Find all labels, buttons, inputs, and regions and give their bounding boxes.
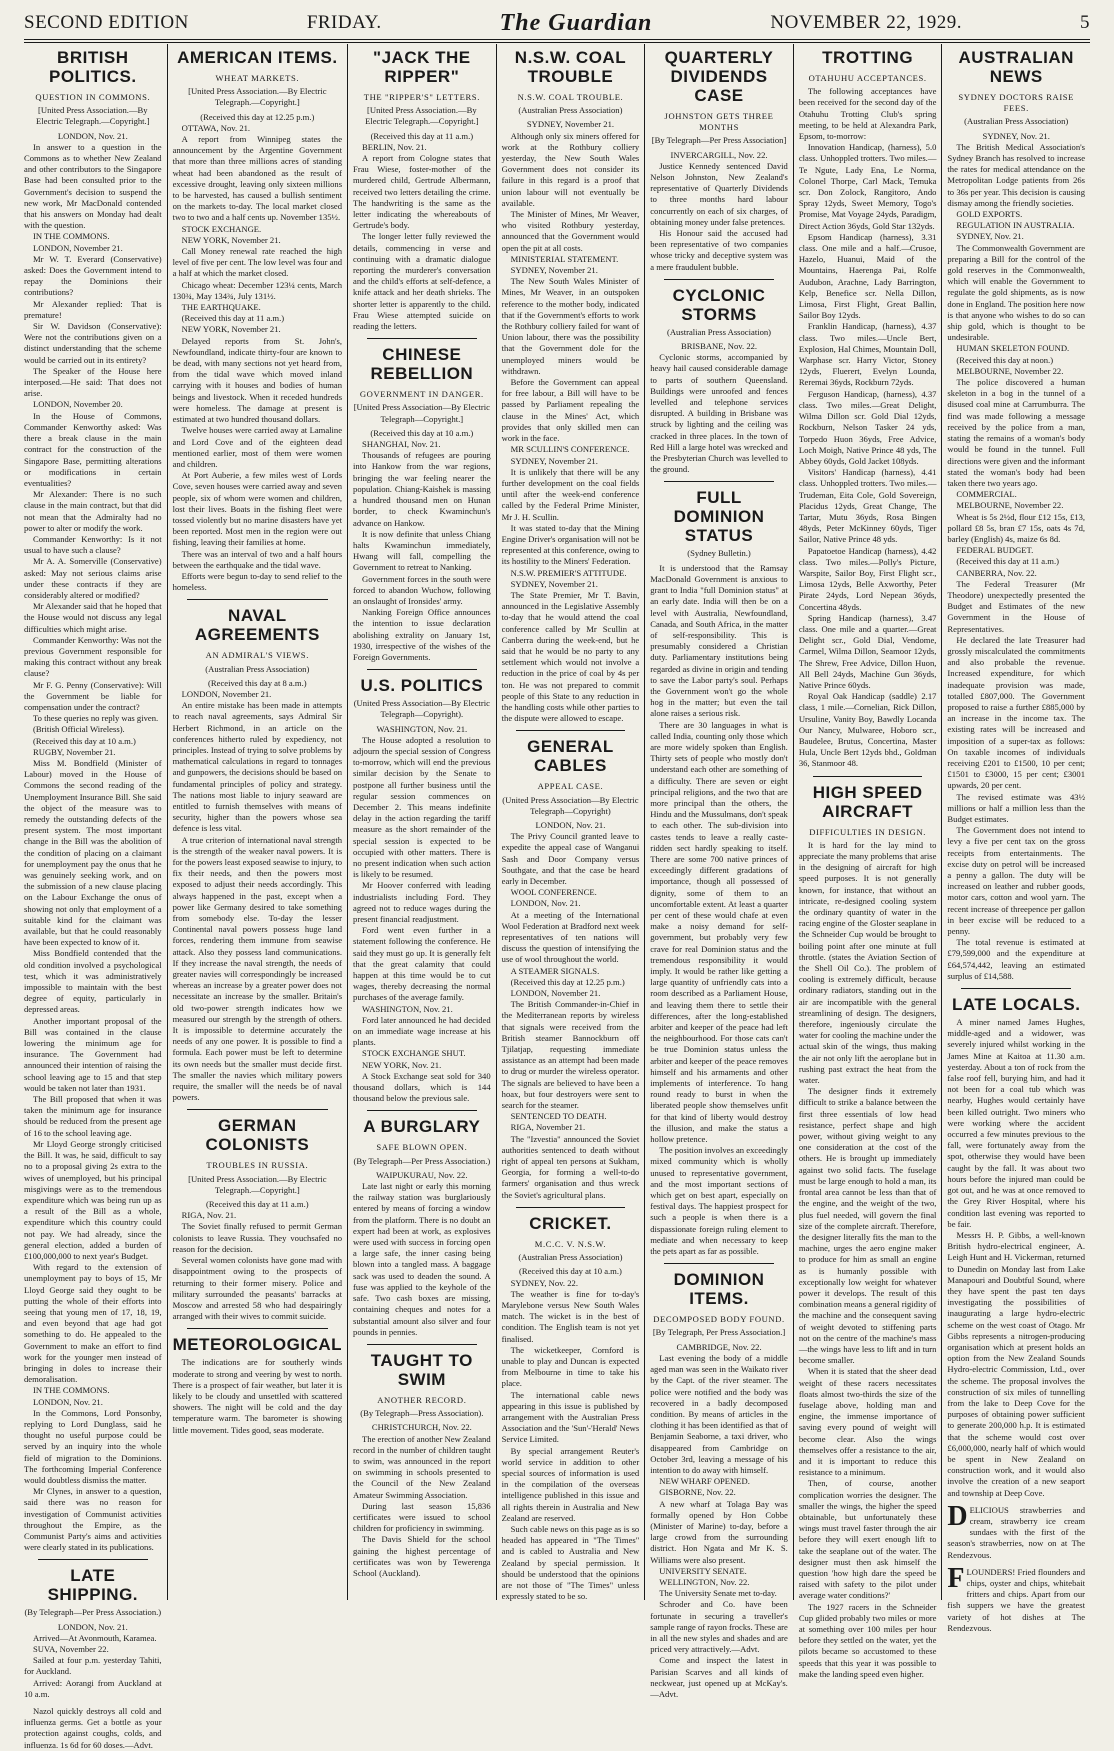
article-dateline: CAMBRIDGE, Nov. 22.: [676, 1341, 762, 1352]
article-paragraph: Mr F. G. Penny (Conservative): Will the Government be liable for compensation under the contract?: [24, 679, 162, 712]
article-source: (Australian Press Association): [964, 116, 1069, 127]
article-paragraph: Arrived—At Avonmouth, Karamea.: [33, 1632, 157, 1643]
article-paragraph: Franklin Handicap, (harness), 4.37 class. Two miles.—Uncle Bert, Explosion, Hal Chimes, Mountain Doll, Warphase scr. Harry Victor, Stoney 12yds, Fluerert, Evelyn Lounda, Reremai 36yds, Rockburn 72yds.: [798, 321, 937, 388]
advert-text: LOUNDERS! Fried flounders and chips, oyster and chips, whitebait fritters and chips. Apart from our fish suppers we have the greatest variety of hot dishes at The Rendezvous.: [947, 1566, 1086, 1633]
article-paragraph: The Davis Shield for the school gaining the highest percentage of certificates was won by Tewerenga School (Auckland).: [353, 1534, 491, 1578]
article-paragraph: The total revenue is estimated at £79,599,000 and the expenditure at £64,574,442, leaving an estimated surplus of £14,588.: [947, 937, 1086, 981]
article-subhead: SYDNEY DOCTORS RAISE FEES.: [958, 92, 1075, 114]
article-paragraph: Before the Government can appeal for free labour, a Bill will have to be passed by Parliament repealing the clause in the Mines' Act, which provides that only skilled men can work in the face.: [501, 377, 640, 444]
article-headline: BRITISH POLITICS.: [48, 48, 137, 86]
article: [650, 279, 788, 476]
article-subhead: DECOMPOSED BODY FOUND.: [653, 1314, 785, 1325]
article: [353, 1110, 491, 1337]
article-source: (United Press Association—By Electric Telegraph—Copyright).: [353, 698, 490, 720]
article-paragraph: MR SCULLIN'S CONFERENCE.: [510, 444, 630, 455]
article-paragraph: A miner named James Hughes, middle-aged and a widower, was severely injured whilst working in the James Mine at Kaitoa at 11.30 a.m. yesterday. About a ton of rock from the false roof fell, burying him, and had it not been for a coal tub which was nearby, Hughes would certainly have been killed outright. Two miners who were working where the accident occurred a few minutes previous to the fall, were fortunately away from the spot, otherwise they would have been caught by the fall. It was about two hours before the injured man could be got out, and he was at once removed to the Grey River Hospital, where his condition last evening was reported to be fair.: [947, 1017, 1086, 1229]
article-source: [United Press Association.—By Electric Telegraph.—Copyright.]: [188, 1173, 327, 1195]
article-paragraph: HUMAN SKELETON FOUND.: [956, 343, 1070, 354]
article-paragraph: The indications are for southerly winds moderate to strong and veering by west to north. There is a prospect of fair weather, but later it is likely to be cloudy and unsettled with scattered showers. The night will be cold and the day temperature warm. The barometer is showing little movement. Tides good, seas moderate.: [172, 1357, 343, 1435]
article-paragraph: NEW WHARF OPENED.: [659, 1476, 750, 1487]
article-dateline: BRISBANE, Nov. 22.: [680, 341, 758, 352]
article: [353, 338, 491, 663]
article-paragraph: BERLIN, Nov. 21.: [362, 141, 427, 152]
article-paragraph: (Received this day at noon.): [956, 354, 1054, 365]
article: [173, 1109, 342, 1322]
article-paragraph: The Minister of Mines, Mr Weaver, who visited Rothbury yesterday, announced that the Government would open the pit at all costs.: [501, 209, 640, 253]
article-paragraph: Ford later announced he had decided on an immediate wage increase at his plants.: [353, 1014, 491, 1048]
article-dateline: LONDON, Nov. 21.: [57, 1621, 128, 1632]
article-subhead: APPEAL CASE.: [537, 781, 604, 792]
article-headline: DOMINION ITEMS.: [673, 1270, 765, 1309]
column-4: [497, 44, 646, 1600]
masthead-rule-lower: [24, 42, 1090, 43]
article-paragraph: Then, of course, another complication worries the designer. The smaller the wings, the higher the speed obtainable, but unfortunately these wings must travel faster through the air before they will exert enough lift to take the seaplane out of the water. The designer must then ask himself the question 'how high dare the speed be raised with safety to the pilot under average water conditions?': [798, 1478, 937, 1601]
article-paragraph: The international cable news appearing in this issue is published by arrangement with the Australian Press Association and the 'Sun'-'Herald' News Service Limited.: [501, 1389, 640, 1445]
column-6: [794, 44, 943, 1679]
column-3: [348, 44, 497, 1600]
article-paragraph: A Stock Exchange seat sold for 340 thousand dollars, which is 144 thousand below the previous sale.: [353, 1070, 491, 1104]
article-paragraph: A true criterion of international naval strength is the strength of the weaker naval powers. It is for the powers least exposed seawise to injury, to fix their needs, and then the powers most exposed to adjust their needs accordingly. This always happened in the past, except when a power like Germany desired to take something from somebody else. To-day the lesser Continental naval powers possess huge land forces, rendering them immune from seawise attack. Also they possess land communications. If they increase the naval strength, the needs of greater navies will correspondingly be increased whereas an increase by a greater power does not necessitate an increase by the smaller. Britain's old two-power strength indicates how we measured our strength by the strength of others. It is impossible to determine accurately the needs of any one power. It is possible to find a formula. Each power must be left to determine its own needs but the smaller must decide first. The smaller the navies which military powers require, the smaller will the needs be of naval powers.: [172, 834, 343, 1103]
article-paragraph: Visitors' Handicap (harness), 4.41 class. Unhoppled trotters. Two miles.—Trudeman, Eita Cole, Gold Sovereign, Placidus 12yds, Great Change, The Tartar, Mutu 36yds, Rosa Bingen 48yds, Peter McKinney 60yds, Tiger Sailor, Native Prince 48 yds.: [798, 467, 937, 545]
article-paragraph: To these queries no reply was given.: [33, 713, 159, 724]
article-separator: [664, 1263, 774, 1264]
article-headline: LATE LOCALS.: [951, 995, 1081, 1015]
article: [173, 1328, 342, 1435]
article-paragraph: The University Senate met to-day.: [659, 1588, 777, 1599]
article-separator: [367, 669, 477, 670]
article-paragraph: Come and inspect the latest in Parisian Scarves and all kinds of neckwear, just opened up at McKay's.—Advt.: [650, 1655, 788, 1699]
article: [353, 669, 491, 1104]
article-paragraph: Nazol quickly destroys all cold and influenza germs. Get a bottle as your protection against coughs, colds, and influenza. 1s 6d for 60 doses.—Advt.: [24, 1706, 162, 1750]
article-paragraph: Ford went even further in a statement following the conference. He said they must go up. It is generally felt that the great calamity that could happen at this time would be to cut wages, thereby decreasing the normal purchases of the average family.: [353, 925, 491, 1003]
article-paragraph: At Port Auberie, a few miles west of Lords Cove, seven houses were carried away and seven people, six of whom were women and children, lost their lives. Boats in the fishing fleet were tossed violently but no marine disasters have yet been reported. Most men in the region were out fishing, leaving their families at home.: [172, 470, 343, 548]
article-paragraph: The erection of another New Zealand record in the number of children taught to swim, was announced in the report on swimming in schools presented to the Council of the New Zealand Amateur Swimming Association.: [353, 1433, 491, 1500]
article: [353, 1344, 491, 1579]
article: [502, 730, 640, 1201]
article-paragraph: (Received this day at 11 a.m.): [956, 556, 1059, 567]
article-paragraph: The position involves an exceedingly mixed community which is wholly unused to representative government, and the most important sections of which get on best apart, especially on festival days. The happiest prospect for such a people is when there is a dispassionate foreign ruling element to mediate and when necessary to keep the pets apart as far as possible.: [650, 1145, 788, 1257]
article-dateline: WAIPUKURAU, Nov. 22.: [376, 1169, 468, 1180]
article: [947, 48, 1085, 982]
article-paragraph: Thousands of refugees are pouring into Hankow from the war regions, bringing the war feeling nearer the population. Chiang-Kaishek is massing a hundred thousand men on Hunan border, to check Kwaminchun's advance on Hankow.: [353, 450, 491, 528]
article-paragraph: NEW YORK, Nov. 21.: [362, 1059, 442, 1070]
article-subhead: ANOTHER RECORD.: [377, 1394, 467, 1405]
article-paragraph: With regard to the extension of unemployment pay to boys of 15, Mr Lloyd George said they ought to be putting the whole of their efforts into seeing that young men of 17, 18, 19, and even beyond that age had got something to do. He appealed to the Government to make an effort to find work for the younger men instead of bringing in doles to increase their demoralisation.: [24, 1262, 162, 1385]
article-headline: NAVAL AGREEMENTS: [194, 606, 320, 645]
article-paragraph: The police discovered a human skeleton in a bog in the tunnel of a disused coal mine at Carrumburra. The find was made following a message received by the police from a man, stating the remains of a woman's body would be found in the tunnel. Full directions were given and the informant stated the woman's body had been taken there two years ago.: [947, 377, 1086, 488]
article: [650, 1263, 788, 1700]
article-paragraph: There was an interval of two and a half hours between the earthquake and the tidal wave.: [172, 548, 343, 570]
article-paragraph: Such cable news on this page as is so headed has appeared in "The Times" and is cabled to Australia and New Zealand by special permission. It should be understood that the opinions are not those of "The Times" unless expressly stated to be so.: [501, 1523, 640, 1602]
article-paragraph: Government forces in the south were forced to abandon Wuchow, following an onslaught of Ironsides' army.: [353, 573, 491, 606]
article-paragraph: An entire mistake has been made in attempts to reach naval agreements, says Admiral Sir Herbert Richmond, in an article on the conferences hitherto ruled by expediency, not principles. Instead of trying to solve problems by mathematical calculations in regard to tonnages and gunpowers, the decisions should be based on fundamental principles of policy and strategy. The nations most liable to injury seaward are entitled to furnish themselves with means of security, higher than the powers whose sea defence is less vital.: [172, 700, 343, 834]
article-paragraph: His Honour said the accused had been representative of two companies whose tricky and deceptive system was a mere fraudulent bubble.: [650, 228, 788, 272]
article-headline: A BURGLARY: [363, 1117, 481, 1137]
article-paragraph: Spring Handicap (harness), 3.47 class. One mile and a quarter.—Great Delight scr., Gold Dial, Vendome, Carmel, Wilma Dillon, Seamoor 12yds, The Shrew, Free Advice, Dillon Huon, All Bell 24yds, Machine Gun 36yds, Native Prince 60yds.: [798, 612, 937, 690]
article-subhead: GOVERNMENT IN DANGER.: [359, 389, 484, 400]
article-paragraph: STOCK EXCHANGE SHUT.: [362, 1048, 466, 1059]
article-source: [United Press Association—By Electric Telegraph—Copyright.]: [353, 402, 490, 424]
article-headline: TROTTING: [822, 48, 914, 67]
article-paragraph: Although only six miners offered for work at the Rothbury colliery yesterday, the New South Wales Government does not consider its failure in this regard is a proof that union labour will not eventually be available.: [501, 130, 640, 208]
article-paragraph: RIGA, November 21.: [510, 1122, 586, 1133]
article-separator: [187, 599, 328, 600]
article-paragraph: LONDON, Nov. 21.: [33, 1396, 103, 1407]
article-paragraph: Arrived: Aorangi from Auckland at 10 a.m.: [24, 1677, 162, 1699]
article-separator: [516, 730, 626, 731]
article-paragraph: The "Izvestia" announced the Soviet authorities sentenced to death without right of appeal ten persons at Sukham, Georgia, for forming a well-to-do farmers' organisation and thus wreck the Soviet's agricultural plans.: [501, 1133, 640, 1200]
article-headline: AMERICAN ITEMS.: [177, 48, 338, 67]
article-paragraph: Mr Alexander replied: That is premature!: [24, 298, 162, 320]
article-paragraph: Mr A. A. Somerville (Conservative) asked: May not serious claims arise under these contracts if they are considerably altered or modified?: [24, 556, 162, 600]
article-paragraph: (British Official Wireless).: [33, 724, 125, 735]
article-paragraph: The Soviet finally refused to permit German colonists to leave Russia. They vouchsafed no reason for the decision.: [172, 1221, 343, 1254]
article-separator: [38, 1559, 148, 1560]
article-paragraph: Mr Hoover conferred with leading industrialists including Ford. They agreed not to reduce wages during the present financial readjustment.: [353, 880, 491, 924]
article-paragraph: A STEAMER SIGNALS.: [510, 965, 600, 976]
article-paragraph: The wicketkeeper, Cornford is unable to play and Duncan is expected from Melbourne in time to take his place.: [501, 1344, 640, 1389]
article-paragraph: Papatoetoe Handicap (harness), 4.42 class. Two miles.—Polly's Picture, Warspite, Sailor Boy, First Flight scr., Limosa 12yds, Belle Axworthy, Peter Pirate 24yds, Lord Nepean 36yds, Concertina 48yds.: [798, 545, 937, 612]
page-number: 5: [1079, 12, 1090, 33]
article-paragraph: The following acceptances have been received for the second day of the Otahuhu Trotting Club's spring meeting, to be held at Alexandra Park, Epsom, to-morrow:: [798, 86, 937, 142]
article-paragraph: GISBORNE, Nov. 22.: [659, 1487, 736, 1498]
article-paragraph: In the Commons, Lord Ponsonby, replying to Lord Dunglass, said he thought no useful purpose could be served by an inquiry into the whole field of migration to the Dominions. The forthcoming Imperial Conference would doubtless dismiss the matter.: [24, 1407, 162, 1485]
article-headline: CRICKET.: [529, 1213, 612, 1233]
advertisement: [947, 1500, 1086, 1561]
article-paragraph: UNIVERSITY SENATE.: [659, 1565, 747, 1576]
column-1: [24, 44, 168, 1750]
article-subhead: M.C.C. V. N.S.W.: [534, 1238, 607, 1249]
article-dateline: WASHINGTON, Nov. 21.: [376, 723, 468, 734]
article-paragraph: WOOL CONFERENCE.: [510, 887, 597, 898]
article-paragraph: SUVA, November 22.: [33, 1644, 109, 1655]
newspaper-title: The Guardian: [499, 9, 653, 36]
article-paragraph: Last evening the body of a middle aged man was seen in the Waikato river by the Capt. of the river steamer. The police were notified and the body was recovered in a badly decomposed condition. By means of articles in the clothing it has been identified as that of Benjamin Seaborne, a taxi driver, who disappeared from Cambridge on October 3rd, leaving a message of his intention to do away with himself.: [650, 1352, 788, 1475]
article-paragraph: Another important proposal of the Bill was contained in the clause lowering the minimum age for insurance. The Government had announced their intention of raising the school leaving age to 15 and that step would be taken not later than 1931.: [24, 1015, 162, 1093]
article-dateline: (Received this day at 12.25 p.m.): [200, 111, 315, 122]
article-paragraph: SYDNEY, November 21.: [510, 455, 598, 466]
article-source: [United Press Association.—By Electric Telegraph.—Copyright.]: [36, 105, 150, 127]
article-paragraph: The Speaker of the House here interposed.—He said: That does not arise.: [24, 365, 162, 399]
article-paragraph: NEW YORK, November 21.: [181, 324, 281, 335]
article-headline: GENERAL CABLES: [527, 737, 614, 776]
article-paragraph: The Privy Council granted leave to expedite the appeal case of Wanganui Sash and Door Company versus Southgate, and that the case be heard early in December.: [501, 831, 640, 886]
article-paragraph: THE EARTHQUAKE.: [181, 302, 261, 313]
article-paragraph: The British Medical Association's Sydney Branch has resolved to increase the rates for medical attendance on the Metropolitan Lodge patients from 26s to 36s per year. This decision is causing dismay among the friendly societies.: [947, 141, 1086, 208]
article-subhead: N.S.W. COAL TROUBLE.: [517, 92, 624, 102]
article-paragraph: Miss Bondfield contended that the old condition involved a psychological test, which it was administratively impossible to maintain with the best degree of equity, particularly in depressed areas.: [24, 948, 162, 1015]
article: [947, 988, 1085, 1499]
article-paragraph: Commander Kenworthy: Is it not usual to have such a clause?: [24, 533, 162, 556]
article-dateline: CHRISTCHURCH, Nov. 22.: [371, 1422, 472, 1433]
article-separator: [367, 1110, 477, 1111]
article-paragraph: OTTAWA, Nov. 21.: [181, 122, 251, 133]
article-paragraph: [947, 1562, 1086, 1634]
article-paragraph: Ferguson Handicap, (harness), 4.37 class. Two miles.—Great Delight, Wilma Dillon scr. Gold Dial 12yds, Rockburn, Nelson Tasker 24 yds, Torpedo Huon 36yds, Free Advice, Loch Moigh, Native Prince 48 yds, The Abbey 60yds, Gold Jacket 108yds.: [798, 388, 937, 466]
article-source: (By Telegraph—Per Press Association.): [353, 1155, 491, 1166]
article-paragraph: It is hard for the lay mind to appreciate the many problems that arise in the designing of aircraft for high speed purposes. It is not generally known, for instance, that without an intricate, re-designed cooling system the ordinary quantity of water in the racing engine of the Gloster seaplane in the Schneider Cup would be brought to boiling point after one minute at full throttle. (states the Aviation Section of the Shell Oil Co.). The problem of cooling is extremely difficult, because ordinary radiators, standing out in the air are incompatible with the general streamlining of design. The designers, therefore, ingeniously circulate the water for cooling the machine under the actual skin of the wings, thus making the air not only lift the aeroplane but in rushing past extract the heat from the water.: [798, 839, 937, 1086]
article-subhead: OTAHUHU ACCEPTANCES.: [808, 73, 927, 83]
article-paragraph: The Government does not intend to levy a five per cent tax on the gross receipts from entertainments. The excise duty on petrol will be increased a penny a gallon. The duty will be increased on leather and rubber goods, motor cars, cotton and wool yarn. The recent increase of threepence per gallon in beer excise will be reduced to a penny.: [947, 825, 1086, 937]
article-paragraph: Delayed reports from St. John's, Newfoundland, indicate thirty-four are known to be dead, with many sections not yet heard from, from the tidal wave which moved inland carrying with it houses and bodies of human beings and livestock. When it receded hundreds were homeless. The damage at present is estimated at two hundred thousand dollars.: [172, 335, 343, 425]
article-headline: LATE SHIPPING.: [47, 1566, 139, 1605]
article-paragraph: CANBERRA, Nov. 22.: [956, 567, 1037, 578]
article-headline: AUSTRALIAN NEWS: [958, 48, 1074, 86]
article-separator: [961, 988, 1071, 989]
article-subhead: QUESTION IN COMMONS.: [35, 92, 151, 102]
article: [24, 48, 162, 1553]
article-paragraph: The revised estimate was 43½ millions or half a million less than the Budget estimates.: [947, 791, 1086, 824]
article-separator: [664, 481, 774, 482]
article-paragraph: NEW YORK, November 21.: [181, 234, 281, 245]
article-paragraph: The 1927 racers in the Schneider Cup glided probably two miles or more at something over 100 miles per hour before they settled on the water, yet the pilots became so accustomed to these speeds that this year it was possible to make the landing speed even higher.: [798, 1601, 937, 1679]
day-label: FRIDAY.: [306, 12, 382, 33]
article-paragraph: Several women colonists have gone mad with disappointment owing to the prospects of returning to their former misery. Police and military surrounded the peasants' barracks at Moscow and arrested 58 who had despairingly arranged with their wives to commit suicide.: [172, 1255, 343, 1322]
article-paragraph: Schroder and Co. have been fortunate in securing a traveller's sample range of rayon frocks. These are in all the new styles and shades and are priced very attractively.—Advt.: [650, 1599, 788, 1655]
article: [799, 776, 937, 1680]
article-paragraph: Innovation Handicap, (harness), 5.0 class. Unhoppled trotters. Two miles.—Te Ngute, Lady Ena, Le Norma, Colonel Thorpe, Carl Mack, Temuka scr. Don Zolock, Rangitoro, Ando Spray 12yds, Sweet Memory, Togo's Promise, Mat Voyage 24yds, Paradigm, Direct Action 36yds, Gold Star 132yds.: [798, 142, 937, 231]
article-paragraph: MINISTERIAL STATEMENT.: [510, 253, 619, 264]
article-paragraph: WASHINGTON, Nov. 21.: [362, 1003, 453, 1014]
article-paragraph: Justice Kennedy sentenced David Nelson Johnston, New Zealand's representative of Quarterly Dividends to three months hard labour concurrently on each of six charges, of obtaining money under false pretences.: [650, 160, 788, 227]
article-separator: [516, 1207, 626, 1208]
article-dateline: LONDON, Nov. 21.: [57, 130, 128, 141]
article-paragraph: A report from Cologne states that Frau Wiese, foster-mother of the murdered child, Gertrude Albermann, received two letters detailing the crime. The handwriting is the same as the letter indicating the whereabouts of Gertrude's body.: [353, 153, 491, 231]
article-paragraph: MELBOURNE, November 22.: [956, 365, 1064, 376]
article-paragraph: LONDON, November 21.: [510, 988, 601, 999]
article-paragraph: SYDNEY, Nov. 22.: [510, 1277, 578, 1288]
article-dateline: (Received this day at 11 a.m.): [370, 130, 474, 141]
article-separator: [367, 338, 477, 339]
article-source: (Australian Press Association): [205, 663, 310, 674]
article-headline: CHINESE REBELLION: [370, 345, 474, 384]
article-source: (United Press Association—By Electric Telegraph—Copyright): [502, 794, 639, 816]
article: [650, 481, 788, 1257]
article-source: [United Press Association.—By Electric Telegraph.—Copyright.]: [188, 86, 327, 108]
article-paragraph: A new wharf at Tolaga Bay was formally opened by Hon Cobbe (Minister of Marine) to-day, before a large crowd from the surrounding district. Hon Ngata and Mr K. S. Williams were also present.: [650, 1498, 788, 1565]
masthead: [24, 8, 1090, 38]
article-subhead: THE "RIPPER'S" LETTERS.: [363, 92, 480, 102]
article-paragraph: LONDON, November 20.: [33, 399, 123, 410]
article-subhead: SAFE BLOWN OPEN.: [376, 1142, 468, 1153]
article-paragraph: Late last night or early this morning the railway station was burglariously entered by means of forcing a window from the platform. There is no doubt an expert had been at work, as explosives were used with success in forcing open a large safe, the inner casing being blown into a tangled mass. A baggage sack was used to deaden the sound. A fuse was applied to the keyhole of the safe. Two cash boxes are missing, containing cheques and notes for a substantial amount also silver and four pounds in pennies.: [353, 1181, 491, 1337]
article: [353, 48, 491, 332]
article-paragraph: The weather is fine for to-day's Marylebone versus New South Wales match. The wicket is in the best of condition. The English team is not yet finalised.: [501, 1288, 640, 1344]
article-headline: QUARTERLY DIVIDENDS CASE: [664, 48, 774, 105]
article-paragraph: LONDON, Nov. 21.: [510, 898, 581, 909]
article-paragraph: When it is stated that the sheer dead weight of these racers necessitates floats almost two-thirds the size of the fuselage above, holding man and engine, the immense importance of saving every pound of weight will become clear. Also the wings themselves offer a resistance to the air, and it is important to reduce this resistance to a minimum.: [798, 1366, 937, 1478]
article-paragraph: Mr Alexander: There is no such clause in the main contract, but that did not mean that the Admiralty had no power to alter or modify the work.: [24, 489, 162, 533]
article-paragraph: By special arrangement Reuter's world service in addition to other special sources of information is used in the compilation of the overseas intelligence published in this issue and all rights therein in Australia and New Zealand are reserved.: [501, 1445, 640, 1523]
article-paragraph: Mr Clynes, in answer to a question, said there was no reason for investigation of Communist activities throughout the Empire, as the Communist Party's aims and activities were clearly stated in its publications.: [24, 1486, 162, 1553]
column-2: [168, 44, 348, 1600]
article-headline: HIGH SPEED AIRCRAFT: [812, 782, 923, 821]
article-paragraph: [947, 1500, 1086, 1561]
article-dateline: SYDNEY, Nov. 21.: [982, 130, 1050, 141]
article-paragraph: Nanking Foreign Office announces the intention to issue declaration abolishing extrality on January 1st, 1930, irrespective of the wishes of the Foreign Governments.: [353, 607, 491, 662]
article: [799, 48, 937, 770]
column-7: [942, 44, 1090, 1633]
article: [502, 1207, 640, 1603]
advert-text: ELICIOUS strawberries and cream, strawberry ice cream sundaes with the first of the season's strawberries, now on at The Rendezvous.: [947, 1504, 1086, 1560]
article-paragraph: Mr Alexander said that he hoped that the House would not discuss any legal difficulties which might arise.: [24, 601, 162, 634]
article-paragraph: Royal Oak Handicap (saddle) 2.17 class, 1 mile.—Cornelian, Rick Dillon, Ursuline, Vanity Boy, Bawdly Locanda Our Nancy, Mulwaree, Hoboro scr., Baudelee, Brutus, Concertina, Master Hula, Uncle Bert 12yds bhd., Goldman 36, Stanmoor 48.: [798, 691, 937, 769]
article-headline: GERMAN COLONISTS: [205, 1116, 310, 1155]
article-headline: FULL DOMINION STATUS: [673, 488, 765, 546]
article-source: (Sydney Bulletin.): [687, 548, 751, 559]
article-paragraph: The House adopted a resolution to adjourn the special session of Congress to-morrow, which will end the previous similar decision by the Senate to postpone all further business until the regular session commences on December 2. This means indefinite delay in the action regarding the tariff measure as the short remainder of the special session is expected to be occupied with other matters. There is no present indication when such action is likely to be resumed.: [353, 734, 491, 880]
article-source: [By Telegraph—Per Press Association]: [651, 135, 787, 146]
article-paragraph: (Received this day at 10 a.m.): [33, 735, 136, 746]
article-headline: METEOROLOGICAL: [172, 1335, 343, 1355]
article-separator: [813, 776, 923, 777]
article: [650, 48, 788, 273]
article: [24, 1559, 162, 1700]
article-paragraph: In the House of Commons, Commander Kenworthy asked: Was there a break clause in the main contract for the construction of the Singapore Base, permitting alterations or modifications in certain eventualities?: [24, 410, 162, 488]
article-paragraph: Efforts were begun to-day to send relief to the homeless.: [172, 570, 343, 593]
article-subhead: AN ADMIRAL'S VIEWS.: [205, 650, 309, 661]
article-paragraph: Sir W. Davidson (Conservative): Were not the contributions given on a distinct understanding that the scheme would be carried out in its entirety?: [24, 321, 162, 365]
article-paragraph: N.S.W. PREMIER'S ATTITUDE.: [510, 567, 627, 578]
article-separator: [664, 279, 774, 280]
advertisement: [947, 1562, 1086, 1634]
article-paragraph: (Received this day at 11 a.m.): [181, 313, 285, 324]
article-paragraph: Miss M. Bondfield (Minister of Labour) moved in the House of Commons the second reading of the Unemployment Insurance Bill. She said the object of the measure was to remedy the outstanding defects of the present system. The most important change in the Bill was the abolition of the condition of placing on a claimant for unemployment pay the onus that he was genuinely seeking work, and on the submission of a new clause placing on the Labour Exchange the onus of showing not only that employment of a suitable kind for the claimant was available, but that he could reasonably have been expected to know of it.: [24, 757, 162, 948]
article-paragraph: In answer to a question in the Commons as to whether New Zealand and other contributors to the Singapore Base had been consulted prior to the Government's decision to suspend the new work, Mr MacDonald contended that his answers on Monday had dealt with the question.: [24, 141, 162, 231]
article-paragraph: Mr Lloyd George strongly criticised the Bill. It was, he said, difficult to say no to a proposal giving 2s extra to the wives of unemployed, but his principal misgivings were as to the tremendous expenditure which was being run up as a result of the Bill as a whole, expenditure which this country could not pay. We had already, since the general election, added a burden of £100,000,000 to next year's Budget.: [24, 1138, 162, 1261]
article-dateline: (Received this day at 10 a.m.): [519, 1266, 622, 1277]
drop-capital: F: [947, 1562, 965, 1594]
article-paragraph: SHANGHAI, Nov. 21.: [362, 439, 441, 450]
article-paragraph: Wheat is 5s 2½d, flour £12 15s, £13, pollard £8 5s, bran £7 15s, oats 4s 7d, barley (English) 4s, maize 6s 8d.: [947, 511, 1086, 544]
article: [502, 48, 640, 724]
article: [173, 48, 342, 593]
article-paragraph: Chicago wheat: December 123¼ cents, March 130¾, May 134¾, July 131½.: [172, 279, 343, 301]
article-paragraph: RUGBY, November 21.: [33, 746, 116, 757]
article-source: [United Press Association.—By Electric Telegraph.—Copyright.]: [365, 105, 479, 127]
article-paragraph: Commander Kenworthy: Was not the previous Government responsible for making this contract without any break clause?: [24, 634, 162, 679]
article-headline: N.S.W. COAL TROUBLE: [514, 48, 627, 86]
advertisement: [24, 1706, 162, 1751]
article-paragraph: It is understood that the Ramsay MacDonald Government is anxious to grant to India "full Dominion status" at an early date. India will then be on a level with Australia, Newfoundland, Canada, and South Africa, in the matter of self-responsibility. This is presumably considered a Christian duty. Parliamentary institutions being regarded as divine in origin and tending to save the Labor party's soul. Perhaps the Government won't go the whole hog in the matter; but even the tail alone raises a serious risk.: [650, 562, 788, 719]
article-paragraph: FEDERAL BUDGET.: [956, 545, 1034, 556]
article-separator: [367, 1344, 477, 1345]
article-paragraph: During last season 15,836 certificates were issued to school children for proficiency in swimming.: [353, 1500, 491, 1534]
article-paragraph: It was stated to-day that the Mining Engine Driver's organisation will not be represented at this conference, owing to its hostility to the Miners' Federation.: [501, 522, 640, 567]
drop-capital: D: [947, 1500, 968, 1532]
article-paragraph: REGULATION IN AUSTRALIA.: [956, 220, 1075, 231]
article-separator: [187, 1109, 328, 1110]
article-paragraph: Sailed at four p.m. yesterday Tahiti, for Auckland.: [24, 1655, 162, 1677]
article-paragraph: The British Commander-in-Chief in the Mediterranean reports by wireless that signals were received from the British steamer Bannockburn off Tjilatjap, requesting immediate assistance as an attempt had been made to drug or murder the wireless operator. The signals are believed to have been a hoax, but four destroyers were sent to search for the steamer.: [501, 999, 640, 1111]
article-headline: CYCLONIC STORMS: [672, 285, 766, 324]
article-source: (By Telegraph—Per Press Association.): [24, 1607, 162, 1618]
article-paragraph: Messrs H. P. Gibbs, a well-known British hydro-electrical engineer, A. Leigh Hunt and H. Vickerman, returned to Dunedin on Monday last from Lake Manapouri and Doubtful Sound, where they have spent the past ten days investigating the possibilities of inaugurating a large hydro-electric scheme on the west coast of Otago. Mr Gibbs represents a nitrogen-producing organisation which at present holds an option from the New Zealand Sounds Hydro-electric Commission, Ltd., over the scheme. The proposal involves the construction of six miles of tunnelling from the lake to Deep Cove for the purposes of obtaining power sufficient to generate 200,000 h.p. It is estimated that the scheme would cost over £6,000,000, nearly half of which would be spent in New Zealand on construction work, and it would also involve the creation of a new seaport and township at Deep Cove.: [947, 1229, 1086, 1498]
article-source: (By Telegraph—Press Association).: [360, 1408, 484, 1419]
article-headline: U.S. POLITICS: [360, 676, 484, 696]
article-paragraph: SYDNEY, November 21.: [510, 265, 598, 276]
article-paragraph: There are 30 languages in what is called India, counting only those which are more widely spoken than English. Thirty sets of people who mostly don't understand each other are something of a difficulty. There are seven or eight principal religions, and the two that are more principal than the others, the Hindu and the Mussulmans, don't speak to each other. The sub-division into castes tends to leave a really caste-ridden sect hardly speaking to itself. There are some 700 native princes of exceedingly different gradations of importance, though all possessed of dignity, some of them to an uncomfortable extent. At least a quarter per cent of these would chafe at even make a noisy demand for self-government, but probably very few crave for real Dominion status and the tremendous responsibility it would imply. It would be rather like getting a large quantity of unfriendly cats into a room described as a Parliament House, and leaving them there to settle their differences, after the long-established arbiter and keeper of the peace had left the neighbourhood. For those cats can't be true Dominion status unless the arbiter and keeper of the peace removes himself and his armaments and other implements of interference. To hang round ready to burst in when the liberated people show themselves unfit for that kind of liberty would destroy the illusion, and make the status a hollow pretence.: [650, 719, 788, 1145]
article-headline: "JACK THE RIPPER": [373, 48, 471, 86]
article-source: (Australian Press Association): [518, 1252, 623, 1263]
article-subhead: DIFFICULTIES IN DESIGN.: [809, 826, 927, 837]
article-paragraph: MELBOURNE, November 22.: [956, 500, 1064, 511]
article-source: (Australian Press Association): [518, 105, 623, 116]
article-paragraph: The designer finds it extremely difficult to strike a balance between the first three essentials of low head resistance, perfect shape and high power, without giving weight to any one consideration at the cost of the others. He is brought up immediately against two solid facts. The fuselage must be large enough to hold a man, its frontal area cannot be less than that of the engine, and the weight of the two, plus fuel needed, will govern the final size of the complete aircraft. Therefore, the designer literally fits the man to the machine, urges the aero engine maker to produce for him as small an engine as is humanly possible with exceptionally low weight for whatever power it develops. The result of this combination means a general rigidity of the machine and the consequent saving of weight devoted to stiffening parts not on the centre of the machine's mass—the wings have less to lift and in turn become smaller.: [798, 1086, 937, 1366]
article-paragraph: IN THE COMMONS.: [33, 231, 110, 242]
article-paragraph: The Commonwealth Government are preparing a Bill for the control of the gold reserves in the Commonwealth, which will enable the Government to regulate the gold shipments, as is now done in England. The position here now is that anyone who wishes to do so can ship gold, which is thought to be undesirable.: [947, 242, 1086, 343]
masthead-rule: [24, 39, 1090, 40]
article-paragraph: SENTENCED TO DEATH.: [510, 1111, 607, 1122]
article-paragraph: Cyclonic storms, accompanied by heavy hail caused considerable damage to parts of southern Queensland. Buildings were unroofed and fences levelled and telephone services disrupted. A building in Brisbane was struck by lighting and the ceiling was cracked in three places. In the town of Red Hill a large hotel was wrecked and the Presbyterian Church was levelled to the ground.: [650, 352, 788, 475]
article-paragraph: Epsom Handicap (harness), 3.31 class. One mile and a half.—Crusoe, Hazelo, Huanui, Maid of the Mountains, Haerenga Pai, Rolfe Audubon, Arachne, Lady Barrington, Kelp, Benefice scr. Nella Dillon, Limosa, First Flight, Great Ballin, Sailor Boy 12yds.: [798, 231, 937, 321]
article-paragraph: At a meeting of the International Wool Federation at Bradford next week representatives of ten nations will discuss the question of intensifying the use of wool throughout the world.: [501, 909, 640, 965]
article-paragraph: RIGA, Nov. 21.: [181, 1210, 237, 1221]
article-paragraph: COMMERCIAL.: [956, 489, 1017, 500]
article-paragraph: LONDON, November 21.: [181, 688, 272, 699]
issue-date: NOVEMBER 22, 1929.: [770, 12, 962, 33]
article-dateline: INVERCARGILL, Nov. 22.: [670, 149, 768, 160]
article-paragraph: The New South Wales Minister of Mines, Mr Weaver, in an outspoken reference to the mother body, indicated that if the Government's efforts to work the Rothbury colliery failed for want of Union labour, there was the possibility that the Government dole for the unemployed miners would be withdrawn.: [501, 276, 640, 376]
article-paragraph: A report from Winnipeg states the announcement by the Argentine Government that more than three millions acres of standing wheat had been abandoned as the result of excessive drought, leaving only sixteen millions to be harvested, has caused a bullish sentiment on the markets to-day. The local market closed two to two and a half cents up. November 135½.: [172, 134, 343, 223]
article-paragraph: STOCK EXCHANGE.: [181, 223, 262, 234]
article-dateline: SYDNEY, November 21.: [526, 119, 615, 130]
article-dateline: LONDON, Nov. 21.: [535, 819, 606, 830]
article-dateline: (Received this day at 8 a.m.): [208, 677, 307, 688]
article-paragraph: (Received this day at 12.25 p.m.): [510, 976, 625, 987]
article: [173, 599, 342, 1103]
article-paragraph: Call Money renewal rate reached the high level of five per cent. The low level was four and a half at which the market closed.: [172, 246, 343, 279]
article-paragraph: SYDNEY, November 21.: [510, 578, 598, 589]
article-dateline: (Received this day at 10 a.m.): [370, 427, 474, 438]
article-source: (Australian Press Association): [666, 326, 772, 337]
article-paragraph: The longer letter fully reviewed the details, commencing in verse and continuing with a dramatic dialogue reporting the murderer's conversation and the child's efforts at self-defence, a knife attack and her death shrieks. The shorter letter is apparently to the child. Frau Wiese attempted suicide on reading the letters.: [353, 231, 491, 332]
column-5: [645, 44, 794, 1699]
article-paragraph: Mr W. T. Everard (Conservative) asked: Does the Government intend to repay the Dominions their contributions?: [24, 253, 162, 298]
edition-label: SECOND EDITION: [24, 12, 189, 33]
article-source: [By Telegraph, Per Press Association.]: [652, 1327, 786, 1338]
article-paragraph: The State Premier, Mr T. Bavin, announced in the Legislative Assembly to-day that he would attend the coal conference called by Mr Scullin at Canberra during the week-end, but he said that he would be no party to any settlement which would not involve a reduction in the price of coal by 4s per ton. He was not prepared to commit people of this State to any reduction in the handling costs while other parties to the dispute were allowed to escape.: [501, 589, 640, 724]
article-paragraph: He declared the late Treasurer had grossly miscalculated the commitments and also probable the revenue. Increased expenditure, for which inadequate provision was made, totalled £807,000. The Government proposed to raise a further £885,000 by an increase in the income tax. The existing rates will be increased and imposition of a super-tax as follows: On taxable incomes of individuals receiving £201 to £1500, 10 per cent; £1501 to £3000, 15 per cent; £3001 upwards, 20 per cent.: [947, 634, 1086, 791]
article-paragraph: SYDNEY, Nov. 21.: [956, 231, 1024, 242]
article-paragraph: LONDON, November 21.: [33, 242, 123, 253]
article-separator: [187, 1328, 328, 1329]
article-headline: TAUGHT TO SWIM: [370, 1350, 473, 1389]
article-dateline: (Received this day at 11 a.m.): [206, 1199, 309, 1210]
article-subhead: TROUBLES IN RUSSIA.: [206, 1160, 309, 1171]
article-subhead: JOHNSTON GETS THREE MONTHS: [664, 111, 774, 133]
columns-container: [24, 44, 1090, 1750]
article-paragraph: It is unlikely that there will be any further development on the coal fields until after the week-end conference called by the Federal Prime Minister, Mr J. H. Scullin.: [501, 466, 640, 522]
article-paragraph: IN THE COMMONS.: [33, 1385, 110, 1396]
article-paragraph: WELLINGTON, Nov. 22.: [659, 1576, 750, 1587]
article-paragraph: The Federal Treasurer (Mr Theodore) unexpectedly presented the Budget and Estimates of the new Government in the House of Representatives.: [947, 578, 1086, 634]
article-subhead: WHEAT MARKETS.: [215, 73, 300, 83]
article-paragraph: It is now definite that unless Chiang halts Kwaminchun immediately, Hwang will fall, compelling the Government to retreat to Nanking.: [353, 528, 491, 573]
article-paragraph: Twelve houses were carried away at Lamaline and Lord Cove and of the eighteen dead mentioned earlier, most of them were women and children.: [172, 425, 343, 469]
article-paragraph: GOLD EXPORTS.: [956, 209, 1023, 220]
article-paragraph: The Bill proposed that when it was taken the minimum age for insurance should be reduced from the present age of 16 to the school leaving age.: [24, 1094, 162, 1138]
